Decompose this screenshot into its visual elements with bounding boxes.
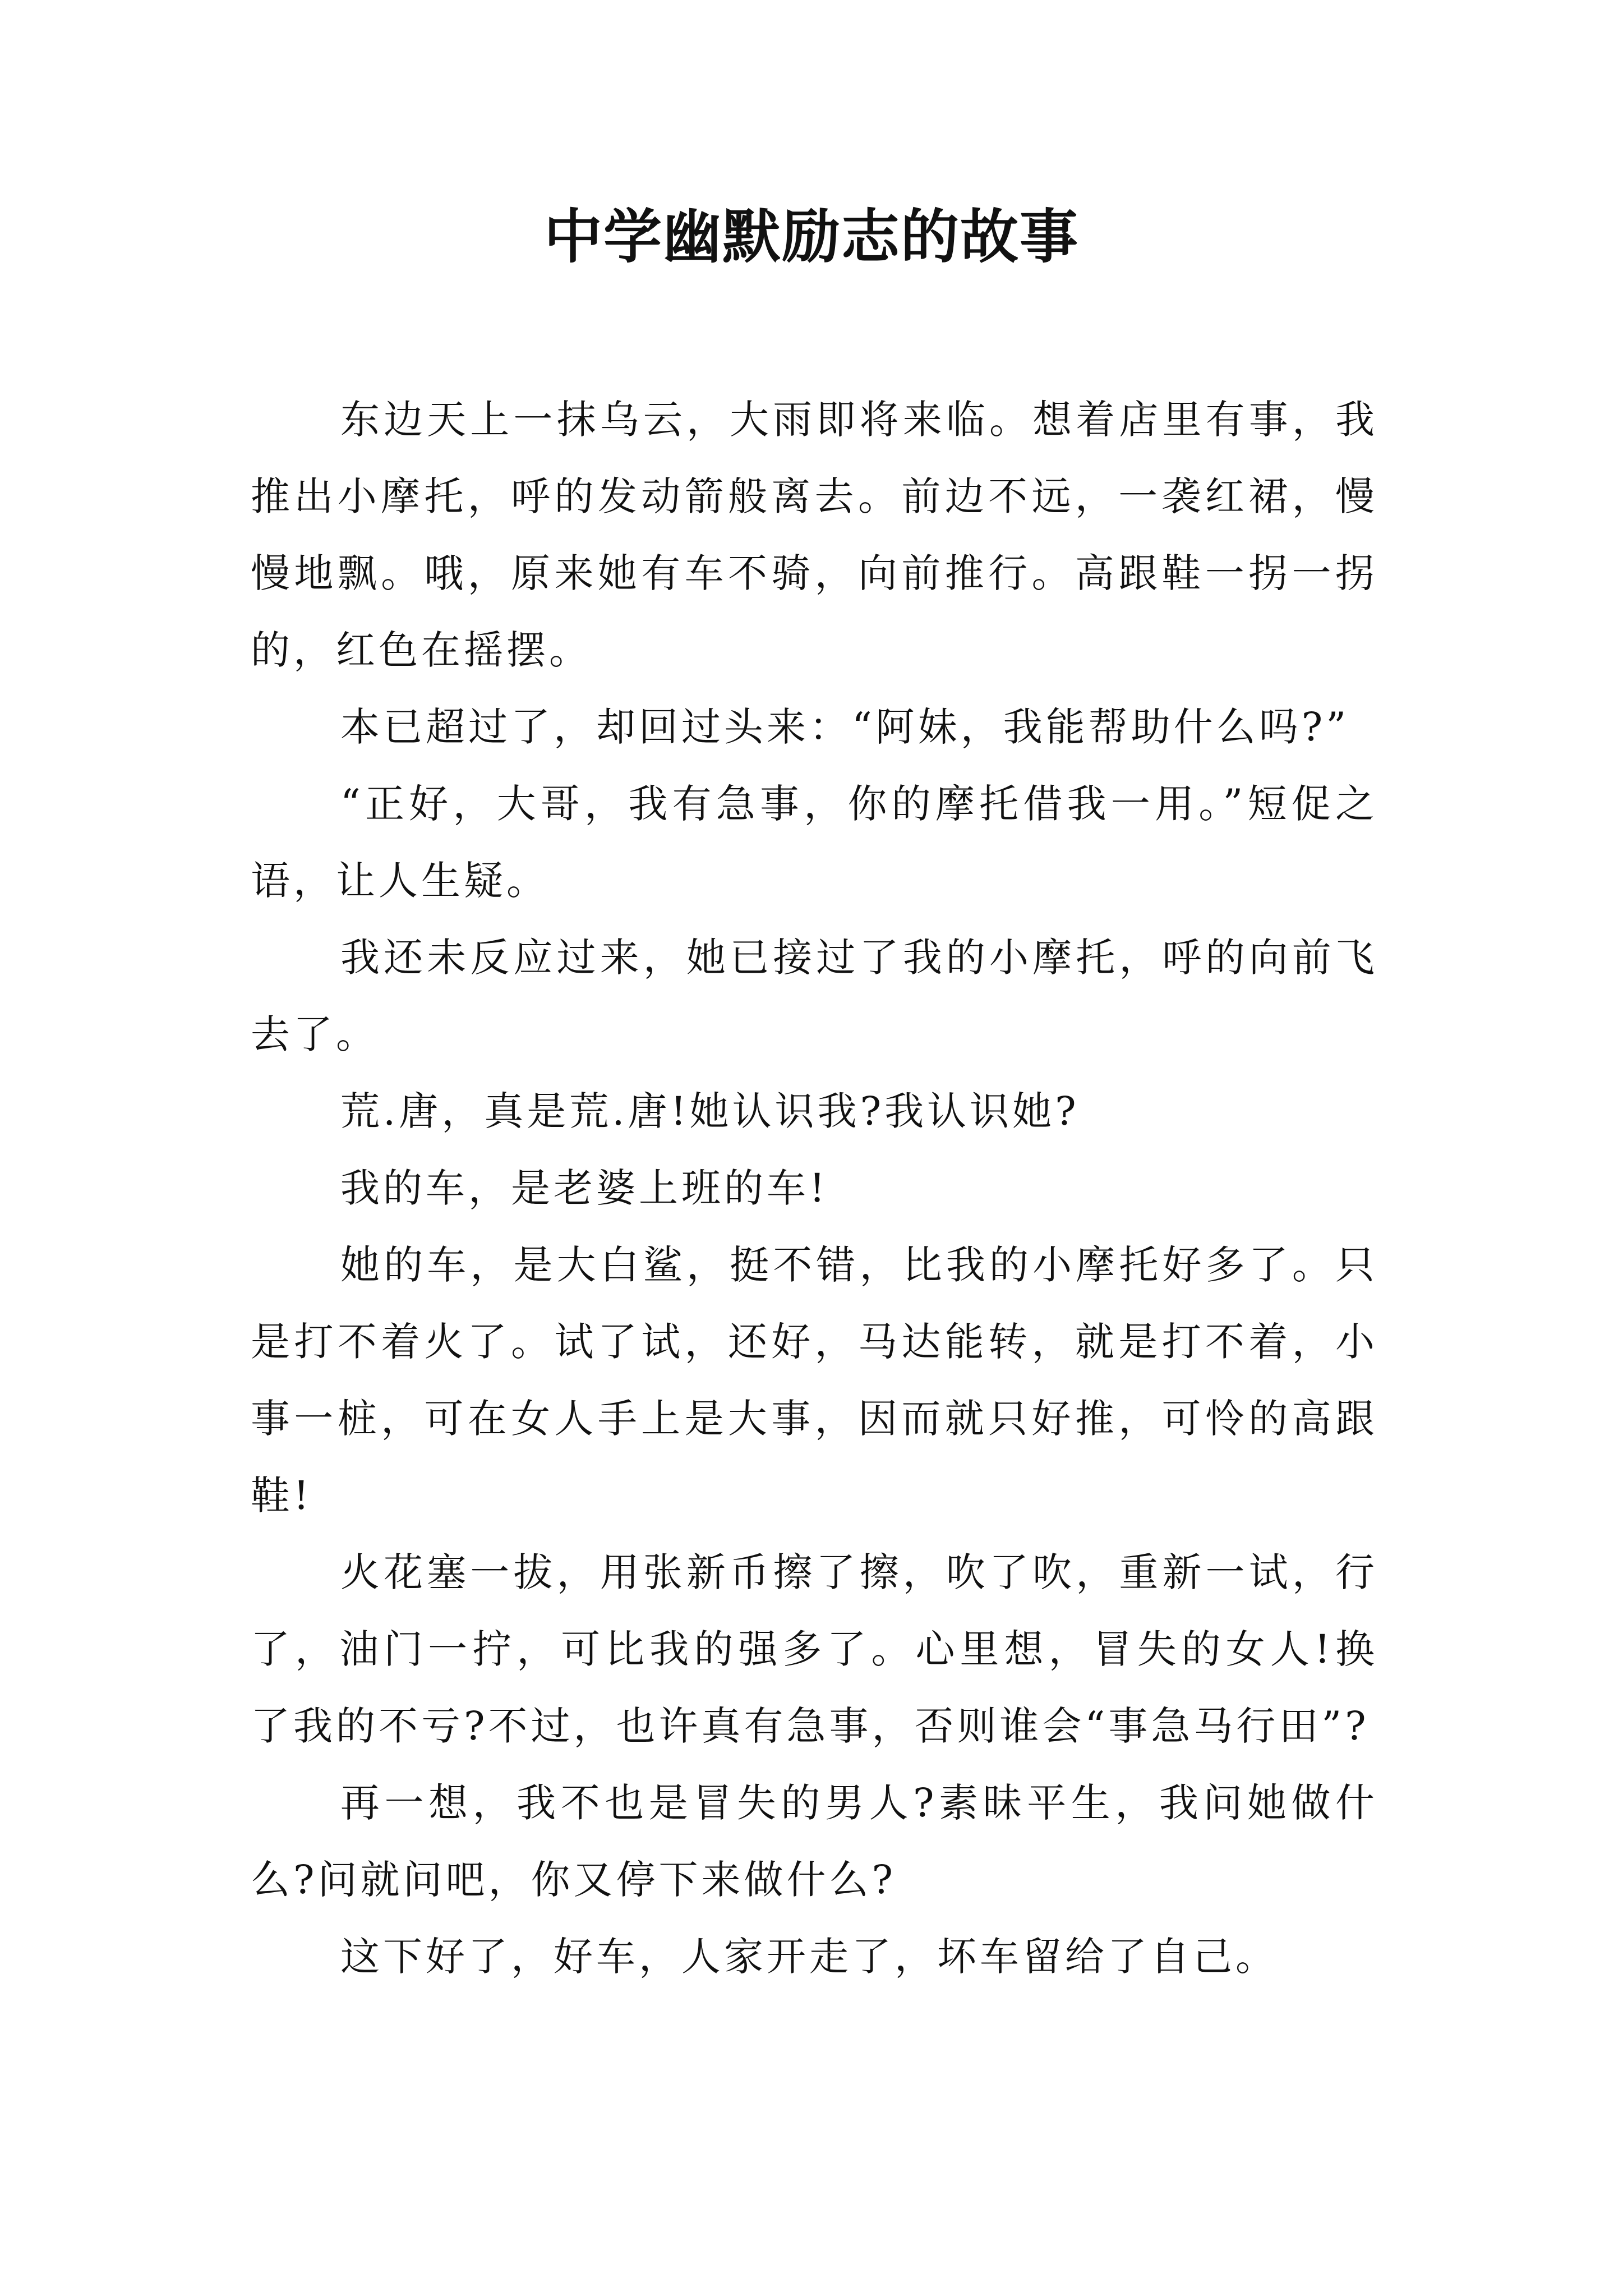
paragraph-10: 这下好了，好车，人家开走了，坏车留给了自己。 <box>340 1934 1278 1980</box>
paragraph-7: 她的车，是大白鲨，挺不错，比我的小摩托好多了。只是打不着火了。试了试，还好，马达能转，就是打不着，小事一桩，可在女人手上是大事，因而就只好推，可怜的高跟鞋! <box>251 1242 1378 1519</box>
paragraph-6: 我的车，是老婆上班的车! <box>340 1165 829 1211</box>
paragraph-1: 东边天上一抹乌云，大雨即将来临。想着店里有事，我推出小摩托，呼的发动箭般离去。前边不远，一袭红裙，慢慢地飘。哦，原来她有车不骑，向前推行。高跟鞋一拐一拐的，红色在摇摆。 <box>251 397 1378 673</box>
paragraph-8: 火花塞一拔，用张新币擦了擦，吹了吹，重新一试，行了，油门一拧，可比我的强多了。心里想，冒失的女人!换了我的不亏?不过，也许真有急事，否则谁会“事急马行田”? <box>251 1549 1378 1749</box>
paragraph-9: 再一想，我不也是冒失的男人?素昧平生，我问她做什么?问就问吧，你又停下来做什么? <box>251 1780 1378 1903</box>
paragraph-4: 我还未反应过来，她已接过了我的小摩托，呼的向前飞去了。 <box>251 935 1378 1057</box>
document-title: 中学幽默励志的故事 <box>543 203 1079 271</box>
paragraph-2: 本已超过了，却回过头来：“阿妹，我能帮助什么吗?” <box>340 704 1350 750</box>
paragraph-5: 荒.唐，真是荒.唐!她认识我?我认识她? <box>340 1088 1080 1134</box>
paragraph-3: “正好，大哥，我有急事，你的摩托借我一用。”短促之语，让人生疑。 <box>251 781 1378 904</box>
document-body <box>251 381 1378 1995</box>
